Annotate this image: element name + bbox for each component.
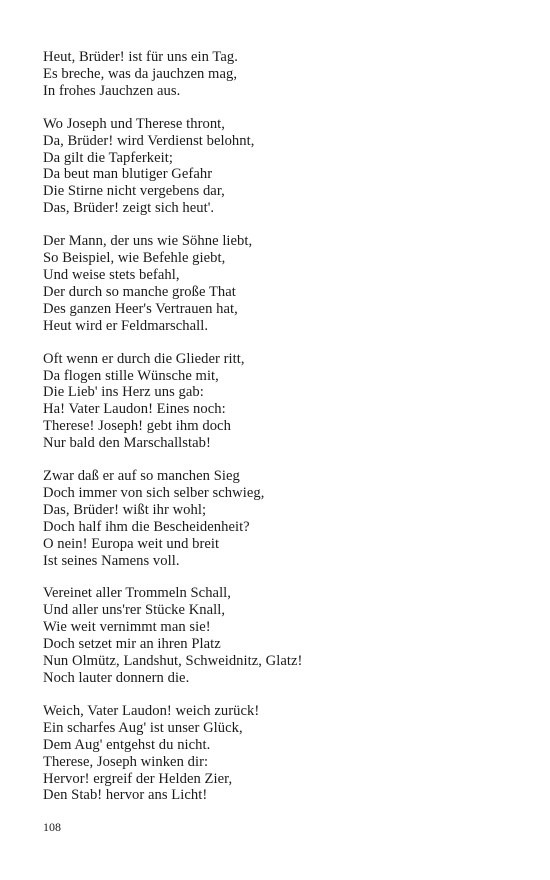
poem-body [43, 49, 513, 820]
poem-line: Es breche, was da jauchzen mag, [43, 65, 238, 82]
poem-line: Ist seines Namens voll. [43, 552, 180, 569]
stanza-7 [43, 703, 513, 804]
poem-line: Das, Brüder! zeigt sich heut'. [43, 200, 215, 217]
poem-line: Da flogen stille Wünsche mit, [43, 367, 219, 384]
poem-line: Noch lauter donnern die. [43, 670, 190, 686]
stanza-6 [43, 585, 513, 686]
poem-line: Die Stirne nicht vergebens dar, [43, 183, 225, 200]
stanza-1 [43, 49, 513, 100]
poem-line: Und aller uns'rer Stücke Knall, [43, 602, 226, 619]
poem-line: Heut wird er Feldmarschall. [43, 317, 209, 334]
poem-line: Weich, Vater Laudon! weich zurück! [43, 702, 260, 719]
poem-line: Doch setzet mir an ihren Platz [43, 636, 221, 653]
poem-line: Nur bald den Marschallstab! [43, 435, 211, 452]
poem-line: Nun Olmütz, Landshut, Schweidnitz, Glatz! [43, 653, 303, 670]
poem-line: Der Mann, der uns wie Söhne liebt, [43, 233, 253, 250]
stanza-2 [43, 116, 513, 217]
poem-line: Da beut man blutiger Gefahr [43, 166, 213, 183]
poem-line: Wo Joseph und Therese thront, [43, 115, 225, 132]
poem-line: Therese, Joseph winken dir: [43, 753, 209, 770]
poem-line: Ha! Vater Laudon! Eines noch: [43, 401, 226, 418]
poem-line: Vereinet aller Trommeln Schall, [43, 585, 231, 602]
stanza-5 [43, 468, 513, 569]
poem-line: Des ganzen Heer's Vertrauen hat, [43, 300, 238, 317]
poem-line: Das, Brüder! wißt ihr wohl; [43, 501, 207, 518]
poem-line: Heut, Brüder! ist für uns ein Tag. [43, 49, 238, 65]
poem-line: Da gilt die Tapferkeit; [43, 149, 173, 166]
poem-line: Zwar daß er auf so manchen Sieg [43, 468, 240, 485]
poem-line: So Beispiel, wie Befehle giebt, [43, 250, 226, 267]
poem-line: In frohes Jauchzen aus. [43, 82, 181, 99]
poem-line: Der durch so manche große That [43, 283, 236, 300]
poem-line: Und weise stets befahl, [43, 266, 180, 283]
poem-line: Hervor! ergreif der Helden Zier, [43, 770, 233, 787]
poem-line: Therese! Joseph! gebt ihm doch [43, 418, 231, 435]
poem-line: Wie weit vernimmt man sie! [43, 619, 211, 636]
poem-line: Die Lieb' ins Herz uns gab: [43, 384, 204, 401]
poem-line: O nein! Europa weit und breit [43, 535, 220, 552]
poem-line: Oft wenn er durch die Glieder ritt, [43, 350, 245, 367]
poem-line: Doch immer von sich selber schwieg, [43, 484, 265, 501]
poem-line: Dem Aug' entgehst du nicht. [43, 736, 211, 753]
stanza-3 [43, 233, 513, 334]
poem-line: Ein scharfes Aug' ist unser Glück, [43, 719, 243, 736]
poem-line: Da, Brüder! wird Verdienst belohnt, [43, 132, 255, 149]
poem-line: Den Stab! hervor ans Licht! [43, 787, 208, 804]
poem-line: Doch half ihm die Bescheidenheit? [43, 518, 250, 535]
page-number: 108 [43, 820, 61, 834]
stanza-4 [43, 351, 513, 452]
